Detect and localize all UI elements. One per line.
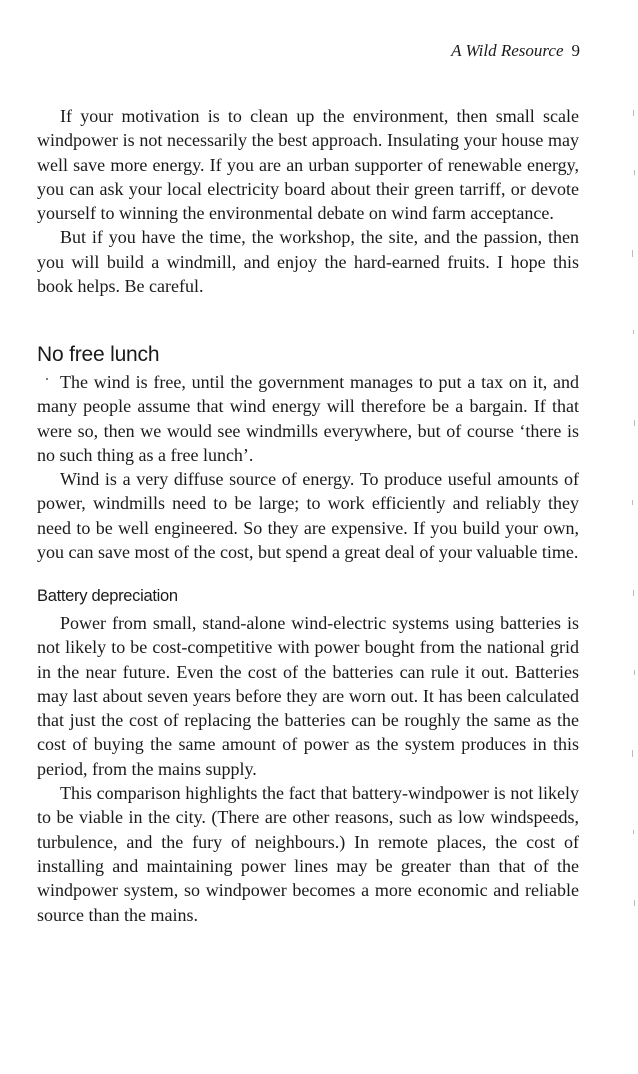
speck xyxy=(633,330,634,334)
speck xyxy=(633,110,634,116)
speck xyxy=(634,170,635,175)
body-paragraph: This comparison highlights the fact that battery-windpower is not likely to be viable in the city. (There are other reasons, such as low windspeeds, turbulence, and the fury of neighbours.) In remote places, the cost of installing and maintaining power lines may be greater than that of the windpower system, so windpower becomes a more economic and reliable source than the mains. xyxy=(37,783,579,925)
speck xyxy=(632,500,633,505)
scan-edge-specks xyxy=(630,90,638,990)
speck xyxy=(634,420,635,426)
speck xyxy=(632,250,633,257)
speck xyxy=(632,750,633,757)
body-paragraph: Power from small, stand-alone wind-electric systems using batteries is not likely to be cost-competitive with power bought from the national grid in the near future. Even the cost of the batteries can rule it out. Batteries may last about seven years before they are worn out. It has been calculated that just the cost of replacing the batteries can be roughly the same as the cost of buying the same amount of power as the system produces in this period, from the mains supply. xyxy=(37,613,579,779)
page-number: 9 xyxy=(571,41,580,60)
intro-paragraph: If your motivation is to clean up the environment, then small scale windpower is not necessarily the best approach. Insulating your house may well save more energy. If you are an urban supporter of renewable energy, you can ask your local electricity board about their green tarriff, or devote yourself to winning the environmental debate on wind farm acceptance. xyxy=(37,106,579,224)
speck xyxy=(634,670,635,675)
running-head xyxy=(451,40,580,62)
running-head-title: A Wild Resource xyxy=(451,41,564,60)
no-free-lunch-section xyxy=(37,370,579,564)
body-paragraph: Wind is a very diffuse source of energy. To produce useful amounts of power, windmills need to be large; to work efficiently and reliably they need to be well engineered. So they are expensive. If you build your own, you can save most of the cost, but spend a great deal of your valuable time. xyxy=(37,469,579,563)
speck xyxy=(634,900,635,906)
subsection-heading-battery-depreciation: Battery depreciation xyxy=(37,587,178,605)
section-heading-no-free-lunch: No free lunch xyxy=(37,343,160,366)
speck xyxy=(633,830,634,834)
intro-paragraph: But if you have the time, the workshop, the site, and the passion, then you will build a windmill, and enjoy the hard-earned fruits. I hope this book helps. Be careful. xyxy=(37,227,579,297)
intro-section xyxy=(37,104,579,298)
speck xyxy=(633,590,634,596)
battery-depreciation-section xyxy=(37,611,579,927)
body-paragraph: The wind is free, until the government manages to put a tax on it, and many people assume that wind energy will therefore be a bargain. If that were so, then we would see windmills everywhere, but of course ‘there is no such thing as a free lunch’. xyxy=(37,372,579,465)
